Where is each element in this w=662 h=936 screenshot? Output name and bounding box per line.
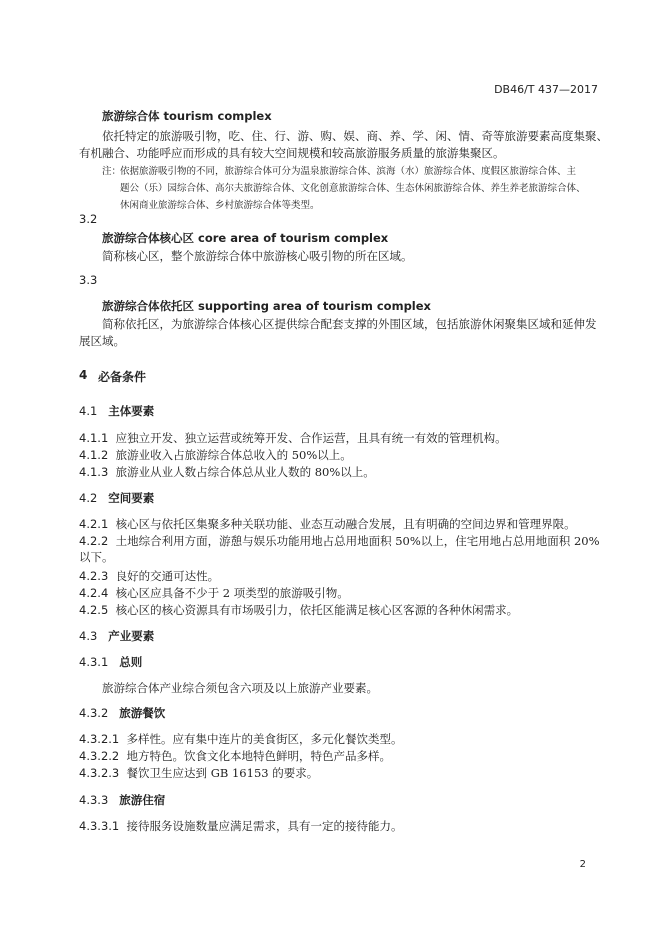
section-4-3-3-number: 4.3.3: [79, 793, 109, 807]
section-4-title: 必备条件: [98, 370, 147, 384]
term-3-1-definition-line: 依托特定的旅游吸引物，吃、住、行、游、购、娱、商、养、学、闲、情、奇等旅游要素高度集聚、: [102, 129, 608, 143]
clause-number: 4.1.1: [79, 431, 109, 445]
clause-number: 4.1.3: [79, 465, 109, 479]
clause-number: 4.3.2.3: [79, 766, 120, 780]
section-4-3-number: 4.3: [79, 629, 98, 643]
clause-text: 接待服务设施数量应满足需求，具有一定的接待能力。: [126, 819, 403, 833]
term-3-3-number: 3.3: [79, 273, 98, 287]
term-3-2-number: 3.2: [79, 212, 98, 226]
clause-text: 土地综合利用方面，游憩与娱乐功能用地占总用地面积 50%以上，住宅用地占总用地面积 20%: [115, 534, 600, 548]
clause-number: 4.1.2: [79, 448, 109, 462]
clause-text: 应独立开发、独立运营或统筹开发、合作运营，且具有统一有效的管理机构。: [115, 431, 507, 445]
clause-text: 多样性。应有集中连片的美食街区，多元化餐饮类型。: [126, 732, 403, 746]
clause-text: 良好的交通可达性。: [115, 569, 220, 583]
section-4-3-2-number: 4.3.2: [79, 706, 109, 720]
term-3-3-definition-line: 展区域。: [79, 334, 125, 348]
section-4-2-title: 空间要素: [108, 491, 155, 505]
section-4-3-3-heading: [79, 792, 165, 808]
section-4-1-title: 主体要素: [108, 404, 155, 418]
section-4-3-2-heading: [79, 705, 165, 721]
term-3-1-note-line: 依据旅游吸引物的不同，旅游综合体可分为温泉旅游综合体、滨海（水）旅游综合体、度假区旅游综合体、主: [120, 166, 577, 177]
clause-4-2-2-continuation: 以下。: [79, 550, 114, 564]
term-3-2-title: 旅游综合体核心区 core area of tourism complex: [102, 231, 389, 245]
term-3-3-definition-line: 简称依托区，为旅游综合体核心区提供综合配套支撑的外围区域，包括旅游休闲聚集区域和延伸发: [102, 317, 597, 331]
clause-number: 4.2.3: [79, 569, 109, 583]
term-3-1-title: 旅游综合体 tourism complex: [102, 109, 272, 123]
clause-4-2-3: [79, 568, 219, 584]
term-3-1-note-line: 休闲商业旅游综合体、乡村旅游综合体等类型。: [120, 200, 320, 211]
clause-4-1-1: [79, 430, 507, 446]
clause-number: 4.3.2.2: [79, 749, 120, 763]
document-code: DB46/T 437—2017: [494, 83, 598, 96]
clause-4-3-3-1: [79, 818, 403, 834]
clause-4-2-4: [79, 585, 349, 601]
clause-text: 核心区应具备不少于 2 项类型的旅游吸引物。: [115, 586, 349, 600]
section-4-3-1-text: 旅游综合体产业综合须包含六项及以上旅游产业要素。: [102, 681, 378, 695]
section-4-3-2-title: 旅游餐饮: [119, 706, 166, 720]
clause-number: 4.2.5: [79, 603, 109, 617]
section-4-2-heading: [79, 490, 154, 506]
clause-number: 4.3.2.1: [79, 732, 120, 746]
section-4-1-number: 4.1: [79, 404, 98, 418]
section-4-3-1-heading: [79, 654, 142, 670]
term-3-1-note-label: 注：: [102, 166, 122, 177]
section-4-number: 4: [79, 368, 88, 382]
clause-number: 4.2.4: [79, 586, 109, 600]
clause-4-3-2-2: [79, 748, 391, 764]
clause-text: 地方特色。饮食文化本地特色鲜明，特色产品多样。: [126, 749, 392, 763]
clause-number: 4.3.3.1: [79, 819, 120, 833]
clause-4-3-2-3: [79, 765, 318, 781]
clause-text: 餐饮卫生应达到 GB 16153 的要求。: [126, 766, 319, 780]
page-number: 2: [579, 859, 586, 870]
term-3-2-definition-line: 简称核心区，整个旅游综合体中旅游核心吸引物的所在区域。: [102, 249, 413, 263]
clause-number: 4.2.2: [79, 534, 109, 548]
section-4-3-title: 产业要素: [108, 629, 155, 643]
clause-text: 核心区的核心资源具有市场吸引力，依托区能满足核心区客源的各种休闲需求。: [115, 603, 519, 617]
term-3-1-definition-line: 有机融合、功能呼应而形成的具有较大空间规模和较高旅游服务质量的旅游集聚区。: [79, 146, 505, 160]
clause-4-2-5: [79, 602, 518, 618]
section-4-3-1-title: 总则: [119, 655, 143, 669]
section-4-2-number: 4.2: [79, 491, 98, 505]
clause-4-2-2: [79, 533, 600, 549]
section-4-3-3-title: 旅游住宿: [119, 793, 166, 807]
clause-4-3-2-1: [79, 731, 403, 747]
clause-number: 4.2.1: [79, 517, 109, 531]
clause-4-1-2: [79, 447, 352, 463]
clause-4-2-1: [79, 516, 576, 532]
clause-4-1-3: [79, 464, 375, 480]
section-4-3-heading: [79, 628, 154, 644]
term-3-1-note-line: 题公（乐）园综合体、高尔夫旅游综合体、文化创意旅游综合体、生态休闲旅游综合体、养生养老旅游综合体、: [120, 183, 586, 194]
term-3-3-title: 旅游综合体依托区 supporting area of tourism complex: [102, 299, 431, 313]
clause-text: 核心区与依托区集聚多种关联功能、业态互动融合发展，且有明确的空间边界和管理界限。: [115, 517, 576, 531]
section-4-1-heading: [79, 403, 154, 419]
clause-text: 旅游业从业人数占综合体总从业人数的 80%以上。: [115, 465, 375, 479]
clause-text: 旅游业收入占旅游综合体总收入的 50%以上。: [115, 448, 352, 462]
section-4-3-1-number: 4.3.1: [79, 655, 109, 669]
